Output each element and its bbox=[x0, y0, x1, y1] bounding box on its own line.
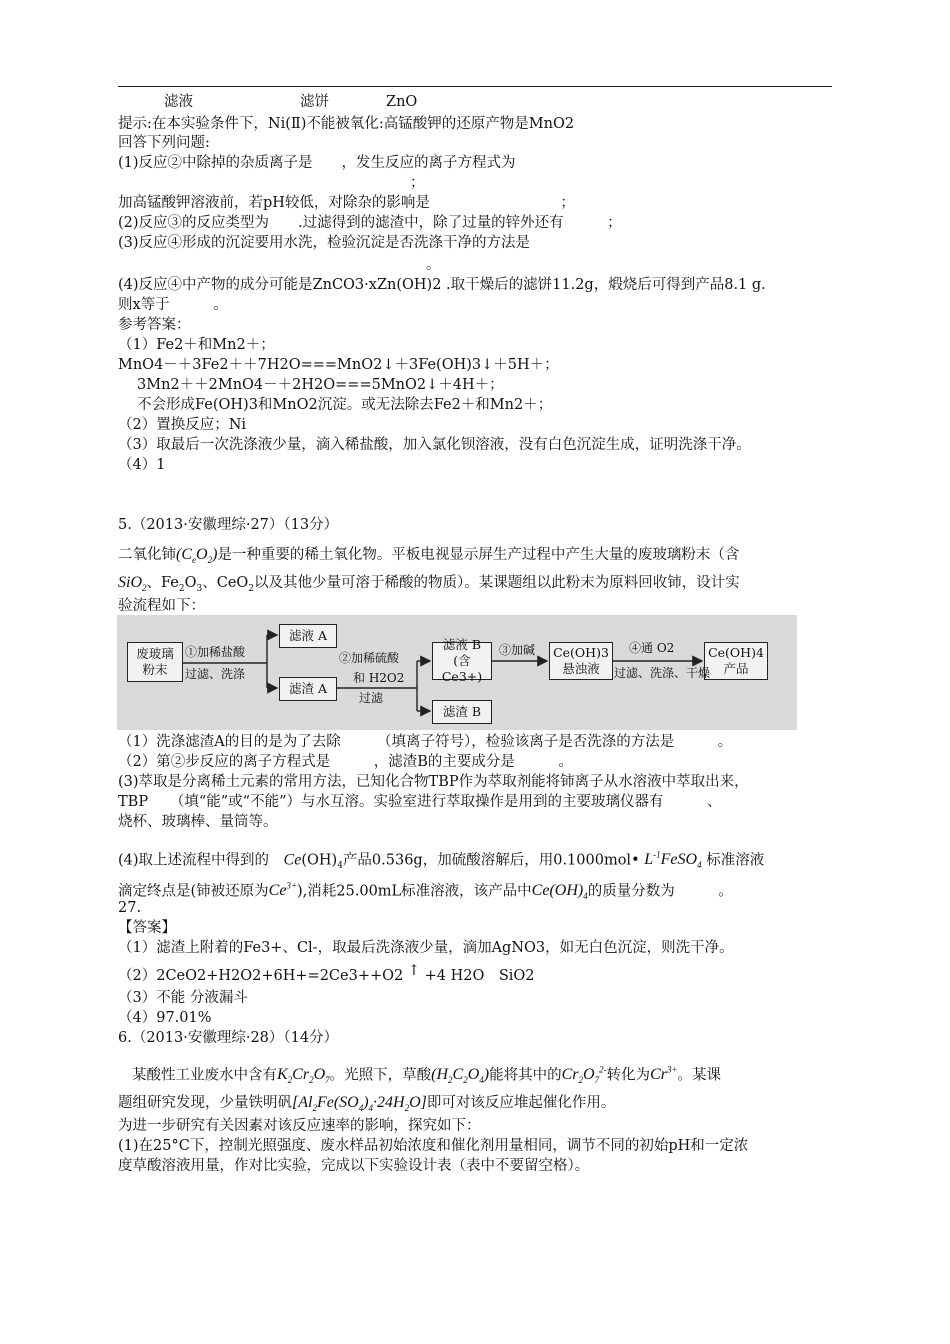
p6-text-f: 题组研究发现，少量铁明矾 bbox=[118, 1095, 292, 1111]
problem-6-line-3: 为进一步研究有关因素对该反应速率的影响，探究如下： bbox=[118, 1118, 481, 1134]
p5-answer-2a: （2）2CeO2+H2O2+6H+=2Ce3++O2 bbox=[118, 968, 404, 984]
step-2-label: ②加稀硫酸 bbox=[339, 651, 400, 665]
p6-text-c: 能将其中的 bbox=[489, 1067, 562, 1084]
p5-question-2: （2）第②步反应的离子方程式是 ，滤渣B的主要成分是 。 bbox=[118, 754, 573, 770]
question-3: (3)反应④形成的沉淀要用水洗，检验沉淀是否洗涤干净的方法是 bbox=[118, 235, 531, 251]
p5-question-3b: TBP （填“能”或“不能”）与水互溶。实验室进行萃取操作是用到的主要玻璃仪器有 、 bbox=[118, 794, 722, 810]
problem-5-title: 5.（2013·安徽理综·27）（13分） bbox=[118, 517, 339, 533]
p5-question-1: （1）洗涤滤渣A的目的是为了去除 （填离子符号），检验该离子是否洗涤的方法是 。 bbox=[118, 734, 733, 750]
answer-1c: 3Mn2＋＋2MnO4－＋2H2O===5MnO2↓＋4H＋； bbox=[137, 377, 504, 393]
p5-q4-text-e: ),消耗25.00mL标准溶液，该产品中 bbox=[297, 883, 532, 900]
ce3-formula: $Ce^{3+}$ bbox=[268, 881, 298, 900]
answer-2: （2）置换反应；Ni bbox=[118, 417, 247, 433]
cr2o7-formula: $Cr_2O_7^{2-}$ bbox=[561, 1065, 607, 1086]
answer-prompt: 回答下列问题: bbox=[118, 135, 210, 151]
p5-q4-text-d: 滴定终点是(铈被还原为 bbox=[118, 883, 269, 900]
p5-answer-2b: +4 H2O SiO2 bbox=[424, 968, 535, 984]
question-1b: 加高锰酸钾溶液前，若pH较低，对除杂的影响是 ； bbox=[118, 195, 575, 211]
box-ceoh4-l2: 产品 bbox=[723, 661, 749, 676]
p5-question-3: (3)萃取是分离稀土元素的常用方法，已知化合物TBP作为萃取剂能将铈离子从水溶液中萃取出来， bbox=[118, 774, 749, 790]
p5-question-4b bbox=[118, 877, 733, 906]
answer-1b: MnO4－＋3Fe2＋＋7H2O===MnO2↓＋3Fe(OH)3↓＋5H＋； bbox=[118, 357, 559, 373]
question-2: (2)反应③的反应类型为 .过滤得到的滤渣中，除了过量的锌外还有 ； bbox=[118, 215, 622, 231]
ceoh4-formula-2: $Ce(OH)_4$ bbox=[531, 882, 588, 902]
filter-cake-label: 滤饼 bbox=[300, 94, 329, 110]
p6-text-g: 即可对该反应堆起催化作用。 bbox=[426, 1095, 616, 1111]
k2cr2o7-formula: $K_2Cr_2O_7$ bbox=[277, 1066, 330, 1086]
p6-text-e: 。某课 bbox=[677, 1067, 722, 1084]
problem-5-line-1 bbox=[118, 546, 739, 569]
p6-text-a: 某酸性工业废水中含有 bbox=[132, 1067, 277, 1084]
box-residue-b bbox=[432, 700, 492, 724]
filtrate-label: 滤液 bbox=[164, 94, 193, 110]
question-1-semicolon: ； bbox=[410, 175, 425, 191]
question-4b: 则x等于 。 bbox=[118, 297, 228, 313]
problem-6-line-2 bbox=[118, 1094, 615, 1117]
box-ceoh4-l1: Ce(OH)4 bbox=[708, 645, 764, 660]
box-waste-glass-l1: 废玻璃 bbox=[136, 646, 174, 661]
dot: • bbox=[631, 852, 640, 869]
box-residue-a-label: 滤渣 A bbox=[288, 681, 327, 696]
step-1-label: ①加稀盐酸 bbox=[185, 645, 246, 659]
box-ceoh3-l2: 悬浊液 bbox=[562, 661, 600, 676]
box-filtrate-b-l2: (含 Ce3+) bbox=[441, 653, 483, 684]
answer-1d: 不会形成Fe(OH)3和MnO2沉淀。或无法除去Fe2＋和Mn2＋； bbox=[137, 397, 553, 413]
box-waste-glass bbox=[127, 642, 183, 682]
box-filtrate-a bbox=[279, 624, 337, 648]
feso4-formula: $L^{-1}FeSO_4$ bbox=[644, 850, 702, 871]
answer-1: （1）Fe2＋和Mn2＋； bbox=[118, 337, 275, 353]
p5-question-4: (4)取上述流程中得到的 $Ce(OH)_4$产品0.536g，加硫酸溶解后，用0.1000mol• $L^{-1}FeSO_4$ 标准溶液 bbox=[118, 850, 765, 872]
box-ceoh3-l1: Ce(OH)3 bbox=[553, 645, 609, 660]
box-ceoh4 bbox=[704, 642, 768, 680]
p6-text-d: 转化为 bbox=[606, 1067, 651, 1084]
problem-6-line-1 bbox=[132, 1061, 721, 1090]
step-4-label: ④通 O2 bbox=[629, 641, 675, 655]
step-2c-label: 过滤 bbox=[359, 691, 384, 705]
p5-q4-text-b: 产品0.536g，加硫酸溶解后，用0.1000mol bbox=[342, 852, 632, 869]
p5-number-27: 27. bbox=[118, 900, 142, 916]
ceo2-formula-2: CeO$_2$ bbox=[216, 575, 255, 594]
box-residue-b-label: 滤渣 B bbox=[442, 704, 482, 719]
step-1b-label: 过滤、洗涤 bbox=[185, 667, 246, 681]
problem-5-text-a: 二氧化铈 bbox=[118, 547, 176, 563]
box-filtrate-b bbox=[432, 637, 492, 684]
problem-6-line-5: 度草酸溶液用量，作对比实验，完成以下实验设计表（表中不要留空格）。 bbox=[118, 1158, 590, 1174]
p6-text-b: 。光照下，草酸 bbox=[329, 1067, 432, 1084]
zno-label: ZnO bbox=[386, 94, 418, 110]
p5-answer-1: （1）滤渣上附着的Fe3+、Cl-，取最后洗涤液少量，滴加AgNO3，如无白色沉淀，则洗干净。 bbox=[118, 940, 734, 956]
up-arrow-icon: ↑ bbox=[407, 963, 420, 979]
box-filtrate-a-label: 滤液 A bbox=[288, 628, 327, 643]
p5-q4-text-c: 标准溶液 bbox=[706, 852, 765, 869]
step-3-label: ③加碱 bbox=[499, 643, 536, 657]
top-rule bbox=[118, 86, 832, 87]
problem-5-line-3: 验流程如下： bbox=[118, 598, 205, 614]
sio2-formula: SiO$_2$ bbox=[118, 574, 147, 594]
fe2o3-formula: $Fe_2O_3$ bbox=[161, 575, 203, 594]
step-2b-label: 和 H2O2 bbox=[353, 671, 405, 685]
alum-formula: $[Al_2Fe(SO_4)_4\cdot 24H_2O]$ bbox=[292, 1094, 427, 1114]
question-3-period: 。 bbox=[426, 257, 441, 273]
problem-6-title: 6.（2013·安徽理综·28）（14分） bbox=[118, 1030, 339, 1046]
answer-4: （4）1 bbox=[118, 457, 166, 473]
p5-answer-title: 【答案】 bbox=[118, 920, 176, 936]
box-ceoh3 bbox=[549, 642, 613, 680]
hint-text: 提示:在本实验条件下，Ni(Ⅱ)不能被氧化:高锰酸钾的还原产物是MnO2 bbox=[118, 116, 575, 132]
answer-3: （3）取最后一次洗涤液少量，滴入稀盐酸，加入氯化钡溶液，没有白色沉淀生成，证明洗涤干净。 bbox=[118, 437, 751, 453]
p5-answer-3: （3）不能 分液漏斗 bbox=[118, 990, 248, 1006]
box-filtrate-b-l1: 滤液 B bbox=[442, 637, 482, 652]
question-1: (1)反应②中除掉的杂质离子是 ，发生反应的离子方程式为 bbox=[118, 155, 516, 171]
problem-5-line-2: SiO$_2$、$Fe_2O_3$、CeO$_2$以及其他少量可溶于稀酸的物质）。某课题组以此粉末为原料回收铈，设计实 bbox=[118, 574, 740, 594]
ceo2-formula: $(C_eO_2)$ bbox=[176, 546, 218, 566]
problem-5-text-b: 是一种重要的稀土氧化物。平板电视显示屏生产过程中产生大量的废玻璃粉末（含 bbox=[217, 547, 740, 563]
p5-q4-text-f: 的质量分数为 。 bbox=[587, 883, 733, 900]
ceoh4-formula: Ce bbox=[283, 851, 302, 869]
box-waste-glass-l2: 粉末 bbox=[142, 662, 168, 677]
reference-answer-title: 参考答案： bbox=[118, 317, 191, 333]
flow-diagram bbox=[117, 615, 797, 730]
p5-answer-2 bbox=[118, 963, 535, 985]
step-4b-label: 过滤、洗涤、干燥 bbox=[614, 666, 711, 680]
h2c2o4-formula: $(H_2C_2O_4)$ bbox=[431, 1066, 490, 1086]
box-residue-a bbox=[279, 677, 337, 701]
cr3-formula: $Cr^{3+}$ bbox=[650, 1065, 678, 1084]
p5-question-3c: 烧杯、玻璃棒、量筒等。 bbox=[118, 814, 278, 830]
p5-q4-text-a: (4)取上述流程中得到的 bbox=[118, 852, 270, 869]
p5-answer-4: （4）97.01% bbox=[118, 1010, 212, 1026]
problem-5-text-c: 以及其他少量可溶于稀酸的物质）。某课题组以此粉末为原料回收铈，设计实 bbox=[254, 575, 740, 591]
problem-6-line-4: (1)在25°C下，控制光照强度、废水样品初始浓度和催化剂用量相同，调节不同的初始pH和一定浓 bbox=[118, 1138, 749, 1154]
question-4: (4)反应④中产物的成分可能是ZnCO3·xZn(OH)2 .取干燥后的滤饼11.2g，煅烧后可得到产品8.1 g. bbox=[118, 277, 766, 293]
